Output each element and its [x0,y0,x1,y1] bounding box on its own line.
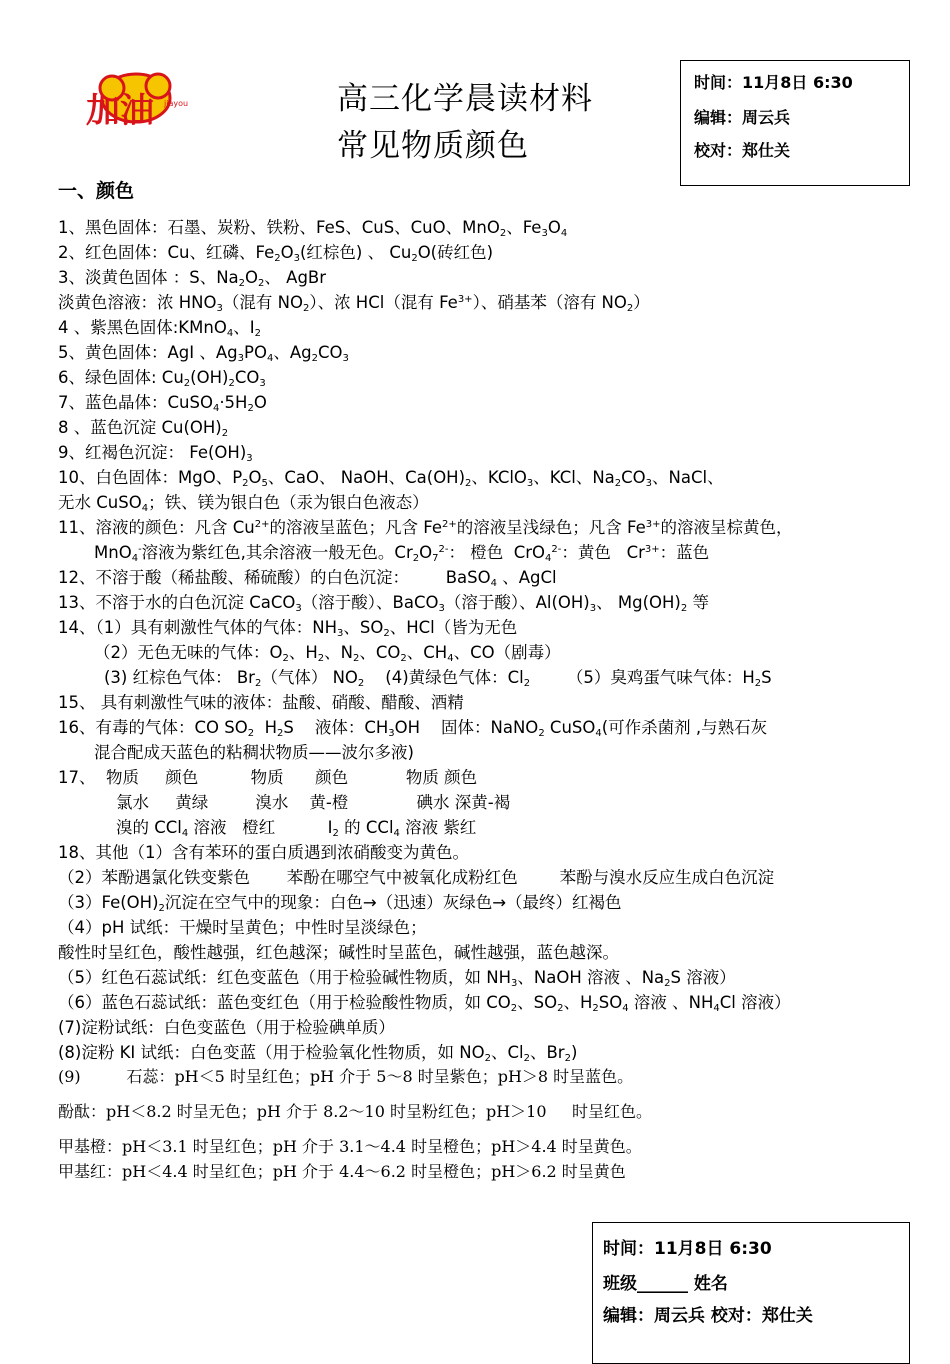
bottom-time: 时间：11月8日 6:30 [603,1239,772,1259]
logo-text: 加油 [86,91,154,131]
item-11b: MnO$_4$-溶液为紫红色,其余溶液一般无色。$Cr_2O_7^{2-}$： 橙色 CrO$_4^{2-}$：黄色 $Cr^{3+}$：蓝色 [94,543,710,564]
item-16b: 混合配成天蓝色的粘稠状物质——波尔多液) [94,743,414,762]
item-18-8: (8)淀粉 KI 试纸：白色变蓝（用于检验氧化性物质，如 $NO_2$、$Cl_2$、$Br_2$) [58,1043,578,1064]
jiayou-logo [78,72,208,134]
item-8: 8 、蓝色沉淀 $Cu(OH)_2$ [58,418,229,439]
info-box-bottom [592,1222,910,1364]
item-10b: 无水 CuSO$_4$；铁、镁为银白色（汞为银白色液态） [58,493,429,514]
item-4: 4 、紫黑色固体:KMnO$_4$、$I_2$ [58,318,261,339]
item-17-row1: 氯水 黄绿 溴水 黄-橙 碘水 深黄-褐 [116,793,511,812]
bottom-class-name: 班级______ 姓名 [603,1274,728,1294]
indicator-methyl-orange: 甲基橙：pH＜3.1 时呈红色；pH 介于 3.1～4.4 时呈橙色；pH＞4.4 时呈黄色。 [58,1137,642,1156]
item-6: 6、绿色固体: $Cu_2(OH)_2CO_3$ [58,368,266,389]
item-18-9: (9) 石蕊：pH＜5 时呈红色；pH 介于 5～8 时呈紫色；pH＞8 时呈蓝色。 [58,1067,634,1086]
item-14-2: （2）无色无味的气体：$O_2$、$H_2$、$N_2$、$CO_2$、$CH_4$、CO（剧毒） [94,643,561,664]
item-18-6: （6）蓝色石蕊试纸：蓝色变红色（用于检验酸性物质，如 $CO_2$、$SO_2$、$H_2SO_4$ 溶液 、$NH_4Cl$ 溶液） [58,993,791,1014]
item-14-3: (3) 红棕色气体： $Br_2$（气体） $NO_2$ (4)黄绿色气体：$Cl_2$ （5）臭鸡蛋气味气体：$H_2S$ [104,668,772,689]
item-17-row2: 溴的 CCl$_4$ 溶液 橙红 $I_2$ 的 CCl$_4$ 溶液 紫红 [116,818,477,839]
item-18-3: $(3)Fe(OH)_2$沉淀在空气中的现象：白色→（迅速）灰绿色→（最终）红褐色 [58,893,622,914]
info-box-top [680,60,910,186]
item-18-7: (7)淀粉试纸：白色变蓝色（用于检验碘单质） [58,1018,395,1037]
item-14: 14、（1）具有刺激性气体的气体：$NH_3$、$SO_2$、HCl（皆为无色 [58,618,518,639]
item-5: 5、黄色固体：AgI 、$Ag_3PO_4$、$Ag_2CO_3$ [58,343,349,364]
item-10: 10、白色固体：MgO、$P_2O_5$、CaO、 NaOH、$Ca(OH)_2$、KClO$_3$、KCl、$Na_2CO_3$、NaCl、 [58,468,724,489]
item-18-5: （5）红色石蕊试纸：红色变蓝色（用于检验碱性物质，如 $NH_3$、NaOH 溶液 、$Na_2S$ 溶液） [58,968,736,989]
item-3: 3、淡黄色固体 ：S、$Na_2O_2$、 AgBr [58,268,327,289]
page-title: 高三化学晨读材料 [337,81,593,117]
item-16: 16、有毒的气体：CO $SO_2$ $H_2S$ 液体：$CH_3OH$ 固体：NaNO$_2$ CuSO$_4$(可作杀菌剂 ,与熟石灰 [58,718,768,739]
info-editor: 编辑：周云兵 [694,108,791,127]
bottom-editor-proof: 编辑：周云兵 校对：郑仕关 [603,1306,813,1326]
info-proofreader: 校对：郑仕关 [694,141,791,160]
item-12: 12、不溶于酸（稀盐酸、稀硫酸）的白色沉淀： BaSO$_4$ 、AgCl [58,568,557,589]
item-15: 15、 具有刺激性气味的液体：盐酸、硝酸、醋酸、酒精 [58,693,464,712]
indicator-phenolphthalein: 酚酞：pH＜8.2 时呈无色；pH 介于 8.2～10 时呈粉红色；pH＞10 时呈红色。 [58,1102,652,1121]
item-1: 1、黑色固体：石墨、炭粉、铁粉、FeS、CuS、CuO、MnO$_2$、$Fe_3O_4$ [58,218,568,239]
indicator-methyl-red: 甲基红：pH＜4.4 时呈红色；pH 介于 4.4～6.2 时呈橙色；pH＞6.2 时呈黄色 [58,1162,626,1181]
item-3b: 淡黄色溶液：浓 $HNO_3$（混有 $NO_2$）、浓 HCl（混有 $Fe^{3+}$）、硝基苯（溶有 $NO_2$） [58,293,650,314]
logo-subtext: jiayou [164,99,189,108]
info-time: 时间：11月8日 6:30 [694,73,853,92]
item-2: 2、红色固体：Cu、红磷、$Fe_2O_3$(红棕色) 、 $Cu_2O$(砖红色) [58,243,494,264]
item-9: 9、红褐色沉淀： $Fe(OH)_3$ [58,443,253,464]
item-18-2: （2）苯酚遇氯化铁变紫色 苯酚在哪空气中被氧化成粉红色 苯酚与溴水反应生成白色沉淀 [58,868,775,887]
item-7: 7、蓝色晶体：$CuSO_4\cdot 5H_2O$ [58,393,267,414]
item-13: 13、不溶于水的白色沉淀 CaCO$_3$（溶于酸）、BaCO$_3$（溶于酸）、$Al(OH)_3$、 $Mg(OH)_2$ 等 [58,593,709,614]
item-18-4b: 酸性时呈红色，酸性越强，红色越深；碱性时呈蓝色，碱性越强，蓝色越深。 [58,943,619,962]
item-11: 11、溶液的颜色：凡含 $Cu^{2+}$的溶液呈蓝色；凡含 $Fe^{2+}$的溶液呈浅绿色；凡含 $Fe^{3+}$的溶液呈棕黄色， [58,518,793,537]
item-18: 18、其他（1）含有苯环的蛋白质遇到浓硝酸变为黄色。 [58,843,469,862]
page-subtitle: 常见物质颜色 [337,128,529,164]
section-heading-color: 一、颜色 [58,180,135,202]
item-18-4: （4）pH 试纸：干燥时呈黄色；中性时呈淡绿色； [58,918,427,937]
item-17-header: 17、 物质 颜色 物质 颜色 物质 颜色 [58,768,478,787]
